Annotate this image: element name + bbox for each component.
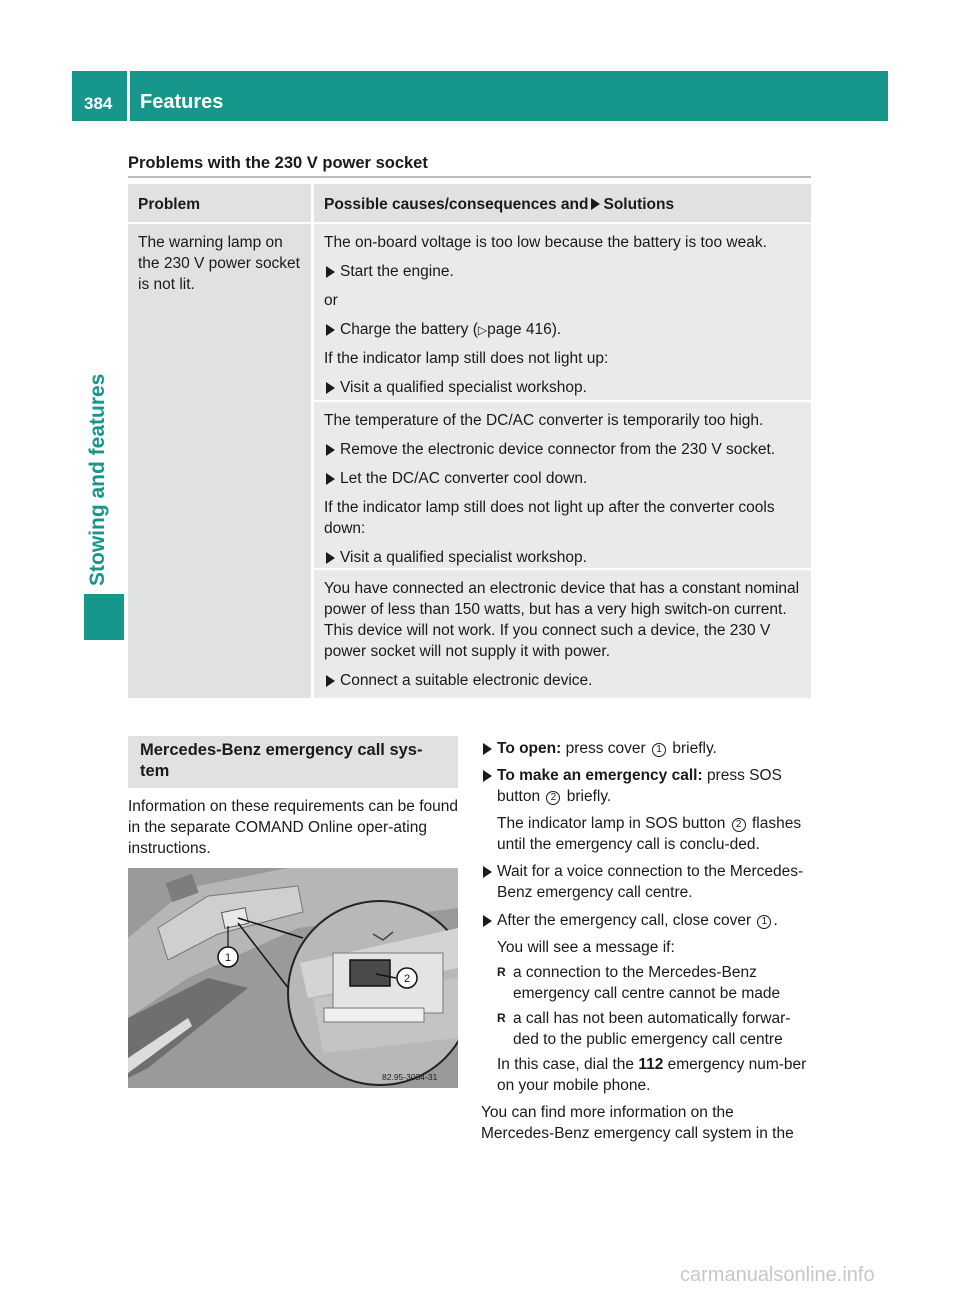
after-text-a: After the emergency call, close cover <box>497 911 752 929</box>
step: Visit a qualified specialist workshop. <box>324 377 801 398</box>
bullet-item: R a connection to the Mercedes-Benz emergency call centre cannot be made <box>497 962 811 1004</box>
figure-illustration <box>128 868 458 1088</box>
step: Visit a qualified specialist workshop. <box>324 547 801 568</box>
more-info-text: You can find more information on the Mercedes-Benz emergency call system in the <box>481 1104 794 1143</box>
callout-1-icon: 1 <box>757 915 771 929</box>
section-intro: Information on these requirements can be found in the separate COMAND Online oper-ating instructions. <box>128 798 459 858</box>
watermark: carmanualsonline.info <box>680 1264 875 1286</box>
callout-2-icon: 2 <box>732 818 746 832</box>
dial-text-b: emergency num-ber on your mobile phone. <box>497 1056 807 1095</box>
side-tab-marker <box>84 594 124 640</box>
cause-text: The on-board voltage is too low because the battery is too weak. <box>324 234 767 251</box>
header-divider <box>127 71 130 121</box>
col-header-problem: Problem <box>128 184 311 222</box>
cause-text: You have connected an electronic device that has a constant nominal power of less than 150 watts, but has a very high switch-on current. This device will not work. If you connect such a device, the 230 V power socket will not supply it with power. <box>324 580 800 661</box>
bullet-item: R a call has not been automatically forwar-ded to the public emergency call centre <box>497 1008 811 1050</box>
step-open <box>481 738 811 759</box>
section-heading: Mercedes-Benz emergency call sys-tem <box>128 736 458 788</box>
col-header-solutions-b: Solutions <box>603 196 675 213</box>
dial-number: 112 <box>638 1056 664 1074</box>
note-text: If the indicator lamp still does not light up after the converter cools down: <box>324 499 775 538</box>
callout-1: 1 <box>224 952 232 964</box>
step: Start the engine. <box>324 261 801 282</box>
open-text-b: briefly. <box>672 740 717 757</box>
open-label: To open: <box>497 740 562 757</box>
or-text: or <box>324 292 338 310</box>
dial-text <box>481 1054 811 1096</box>
solution-row-3 <box>314 570 811 698</box>
lamp-text-a: The indicator lamp in SOS button <box>497 815 726 833</box>
solution-row-1 <box>314 224 811 400</box>
step-wait: Wait for a voice connection to the Mercedes-Benz emergency call centre. <box>481 861 811 903</box>
call-text-b: briefly. <box>566 788 612 806</box>
side-tab-label: Stowing and features <box>86 373 109 586</box>
problem-cell <box>128 224 311 698</box>
lamp-text-b: flashes until the emergency call is conclu-ded. <box>497 815 802 854</box>
callout-2-icon: 2 <box>546 791 560 805</box>
after-text-b: . <box>773 911 778 929</box>
step-after <box>481 910 811 931</box>
step-text-a: Charge the battery ( <box>340 321 478 339</box>
step: Remove the electronic device connector from the 230 V socket. <box>324 439 801 460</box>
call-label: To make an emergency call: <box>497 767 703 785</box>
figure-code: 82.95-3034-31 <box>382 1072 438 1082</box>
page-number: 384 <box>84 94 113 113</box>
step: Connect a suitable electronic device. <box>324 670 801 691</box>
message-text: You will see a message if: <box>497 938 675 956</box>
overhead-control-figure <box>128 868 458 1088</box>
step-page-ref <box>324 319 801 340</box>
page-title: Features <box>140 91 224 113</box>
col-header-solutions-a: Possible causes/consequences and <box>324 196 589 213</box>
table-title: Problems with the 230 V power socket <box>128 154 428 172</box>
solution-row-2 <box>314 402 811 568</box>
dial-text-a: In this case, dial the <box>497 1056 634 1074</box>
lamp-note <box>481 813 811 855</box>
call-text-a: press SOS button <box>497 767 782 806</box>
step-call <box>481 765 811 807</box>
step: Let the DC/AC converter cool down. <box>324 468 801 489</box>
callout-1-icon: 1 <box>652 743 666 757</box>
arrow-icon <box>591 198 600 210</box>
callout-2: 2 <box>403 973 411 985</box>
page-ref-link[interactable]: page 416). <box>487 321 562 339</box>
instructions-column <box>481 738 811 1144</box>
page-ref-icon: ▷ <box>477 323 488 338</box>
table-rule <box>128 176 811 178</box>
note-text: If the indicator lamp still does not light up: <box>324 350 609 368</box>
problem-text: The warning lamp on the 230 V power socket is not lit. <box>138 234 300 294</box>
open-text-a: press cover <box>565 740 646 757</box>
col-header-solutions <box>314 184 811 222</box>
cause-text: The temperature of the DC/AC converter is temporarily too high. <box>324 412 764 429</box>
